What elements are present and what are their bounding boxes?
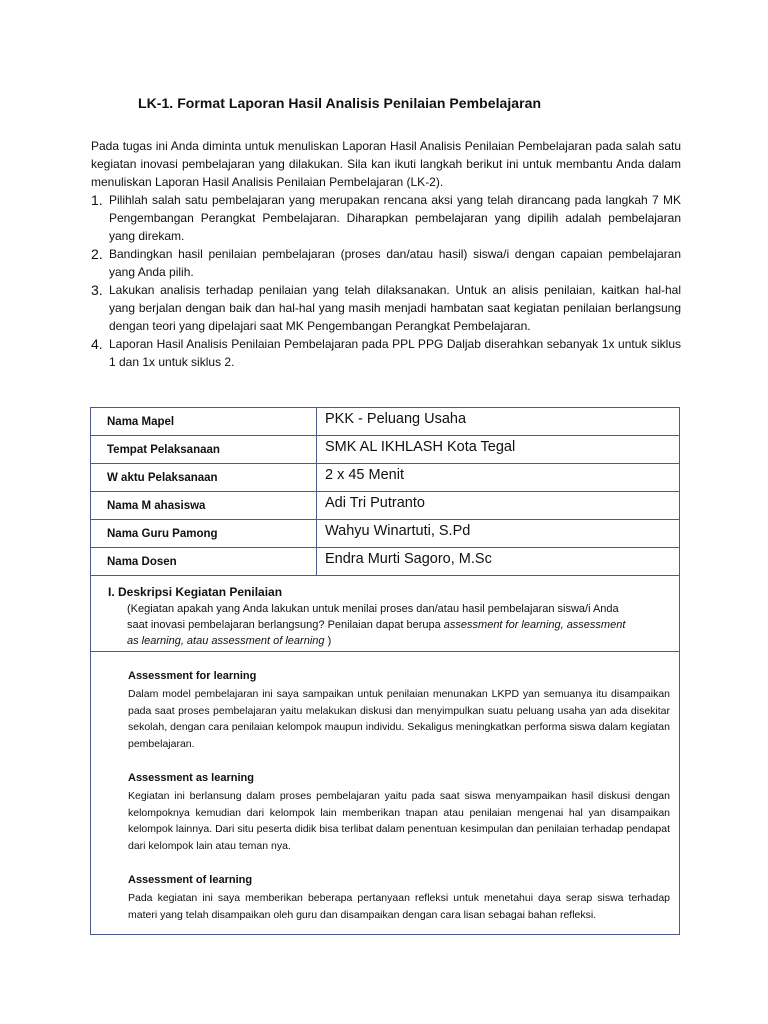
table-row [91, 520, 679, 548]
description-close: ) [327, 635, 332, 647]
section-text: Dalam model pembelajaran ini saya sampaikan untuk penilaian menunakan LKPD yan semuanya itu disampaikan pada saat proses pembelajaran yaitu melakukan diskusi dan menyimpulkan suatu peluang usaha yan ada disekitar sekolah, dengan cara penilaian kelompok maupun individu. Sekaligus meningkatkan performa siswa dalam kegiatan pembelajaran. [128, 688, 670, 750]
column-divider [316, 464, 317, 491]
report-table [90, 407, 680, 935]
row-value: Adi Tri Putranto [325, 495, 425, 511]
row-value: Wahyu Winartuti, S.Pd [325, 523, 471, 539]
column-divider [316, 492, 317, 519]
section-title: Assessment of learning [128, 874, 253, 886]
section-text: Kegiatan ini berlansung dalam proses pembelajaran yaitu pada saat siswa menyampaikan hasil diskusi dengan kelompoknya kemudian dari kelompok lain memberikan tnapan atau penilaian mengenai hal yan disampaikan kelompok lainnya. Dari situ peserta didik bisa terlibat dalam penentuan kesimpulan dan penilaian terhadap pendapat dari kelompok lain atau teman nya. [128, 790, 670, 852]
step-text: Lakukan analisis terhadap penilaian yang telah dilaksanakan. Untuk an alisis penilaian, kaitkan hal-hal yang berjalan dengan baik dan hal-hal yang masih menjadi hambatan saat kegiatan penilaian berlangsung dengan teori yang dipelajari saat MK Pengembangan Perangkat Pembelajaran. [109, 283, 681, 333]
row-label: W aktu Pelaksanaan [107, 472, 218, 484]
table-row [91, 408, 679, 436]
row-value: Endra Murti Sagoro, M.Sc [325, 551, 492, 567]
column-divider [316, 520, 317, 547]
description-title: I. Deskripsi Kegiatan Penilaian [108, 585, 283, 599]
row-value: 2 x 45 Menit [325, 467, 404, 483]
assessment-sections [128, 668, 670, 941]
row-value: SMK AL IKHLASH Kota Tegal [325, 439, 516, 455]
column-divider [316, 408, 317, 435]
steps-list [91, 191, 681, 371]
description-italic-text: assessment for learning, assessment as learning, atau assessment of learning [127, 619, 626, 647]
row-label: Tempat Pelaksanaan [107, 444, 220, 456]
row-value: PKK - Peluang Usaha [325, 411, 467, 427]
row-label: Nama Dosen [107, 556, 177, 568]
table-row [91, 548, 679, 576]
step-number: 1. [91, 192, 103, 208]
section-title: Assessment for learning [128, 670, 257, 682]
step-number: 2. [91, 246, 103, 262]
row-label: Nama Guru Pamong [107, 528, 218, 540]
section-assessment-as-learning [128, 770, 670, 854]
column-divider [316, 436, 317, 463]
description-body [127, 601, 627, 649]
step-text: Pilihlah salah satu pembelajaran yang merupakan rencana aksi yang telah dirancang pada langkah 7 MK Pengembangan Perangkat Pembelajaran. Diharapkan pembelajaran yang dipilih adalah pembelajaran yang direkam. [109, 193, 681, 243]
row-label: Nama M ahasiswa [107, 500, 206, 512]
list-item [91, 245, 681, 281]
section-title: Assessment as learning [128, 772, 254, 784]
table-row [91, 492, 679, 520]
step-number: 4. [91, 336, 103, 352]
column-divider [316, 548, 317, 575]
description-text: (Kegiatan apakah yang Anda lakukan untuk menilai proses dan/atau hasil pembelajaran siswa/i Anda saat inovasi pembelajaran berlangsung? Penilaian dapat berupa [127, 603, 619, 631]
description-header [91, 576, 679, 652]
list-item [91, 335, 681, 371]
intro-paragraph: Pada tugas ini Anda diminta untuk menuliskan Laporan Hasil Analisis Penilaian Pembelajaran pada salah satu kegiatan inovasi pembelajaran yang dilakukan. Sila kan ikuti langkah berikut ini untuk membantu Anda dalam menuliskan Laporan Hasil Analisis Penilaian Pembelajaran (LK-2). [91, 139, 681, 189]
document-title: LK-1. Format Laporan Hasil Analisis Penilaian Pembelajaran [138, 95, 542, 111]
list-item [91, 281, 681, 335]
section-text: Pada kegiatan ini saya memberikan beberapa pertanyaan refleksi untuk menetahui daya serap siswa terhadap materi yang telah disampaikan oleh guru dan disampaikan dengan cara lisan sebagai bahan refleksi. [128, 892, 670, 921]
section-assessment-for-learning [128, 668, 670, 752]
table-row [91, 436, 679, 464]
step-text: Bandingkan hasil penilaian pembelajaran (proses dan/atau hasil) siswa/i dengan capaian pembelajaran yang Anda pilih. [109, 247, 681, 279]
step-text: Laporan Hasil Analisis Penilaian Pembelajaran pada PPL PPG Daljab diserahkan sebanyak 1x untuk siklus 1 dan 1x untuk siklus 2. [109, 337, 681, 369]
step-number: 3. [91, 282, 103, 298]
section-assessment-of-learning [128, 872, 670, 923]
row-label: Nama Mapel [107, 416, 175, 428]
list-item [91, 191, 681, 245]
table-row [91, 464, 679, 492]
